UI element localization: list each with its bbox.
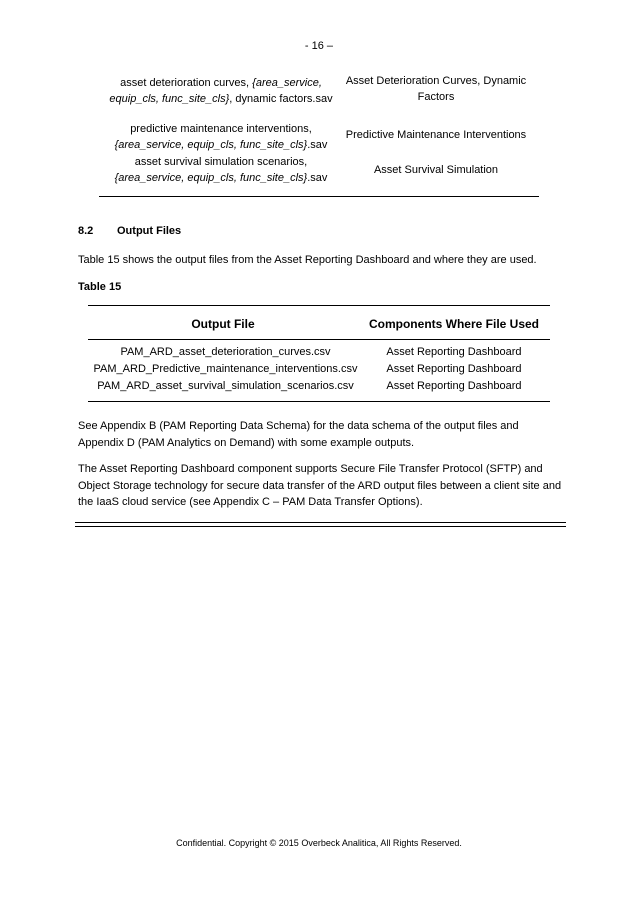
- page-footer: Confidential. Copyright © 2015 Overbeck Analitica, All Rights Reserved.: [176, 838, 462, 848]
- page-number: - 16 –: [304, 40, 334, 52]
- column-header: Components Where File Used: [368, 317, 540, 331]
- header-rule: [88, 339, 550, 340]
- table-cell-file: asset survival simulation scenarios, {area_service, equip_cls, func_site_cls}.sav: [114, 156, 328, 184]
- table-bottom-rule: [99, 196, 539, 197]
- table-cell-component: Asset Deterioration Curves, Dynamic Factors: [345, 75, 527, 103]
- table-cell: Asset Reporting Dashboard: [386, 380, 522, 392]
- column-header: Output File: [191, 317, 255, 331]
- table-top-rule: [88, 305, 550, 306]
- table-cell: PAM_ARD_asset_deterioration_curves.csv: [120, 346, 331, 358]
- table-cell: Asset Reporting Dashboard: [386, 363, 522, 375]
- table-cell: Asset Reporting Dashboard: [386, 346, 522, 358]
- table-cell-file: predictive maintenance interventions, {area_service, equip_cls, func_site_cls}.sav: [114, 123, 328, 151]
- table-cell-file: asset deterioration curves, {area_service, equip_cls, func_site_cls}, dynamic factors.sav: [109, 77, 333, 105]
- section-title: Output Files: [117, 225, 182, 237]
- appendix-paragraph: See Appendix B (PAM Reporting Data Schema) for the data schema of the output files and Appendix D (PAM Analytics on Demand) with some example outputs.: [78, 420, 519, 449]
- table-bottom-rule: [88, 401, 550, 402]
- table-cell-component: Predictive Maintenance Interventions: [345, 129, 527, 141]
- section-number: 8.2: [78, 225, 94, 237]
- table-caption: Table 15: [78, 281, 122, 293]
- divider-rule: [75, 526, 566, 527]
- divider-rule: [75, 522, 566, 523]
- table-cell: PAM_ARD_asset_survival_simulation_scenarios.csv: [97, 380, 354, 392]
- table-cell-component: Asset Survival Simulation: [373, 164, 499, 176]
- intro-paragraph: Table 15 shows the output files from the Asset Reporting Dashboard and where they are used.: [78, 254, 537, 266]
- table-cell: PAM_ARD_Predictive_maintenance_interventions.csv: [93, 363, 358, 375]
- sftp-paragraph: The Asset Reporting Dashboard component supports Secure File Transfer Protocol (SFTP) and Object Storage technology for secure data transfer of the ARD output files between a client site and the IaaS cloud service (see Appendix C – PAM Data Transfer Options).: [78, 463, 562, 508]
